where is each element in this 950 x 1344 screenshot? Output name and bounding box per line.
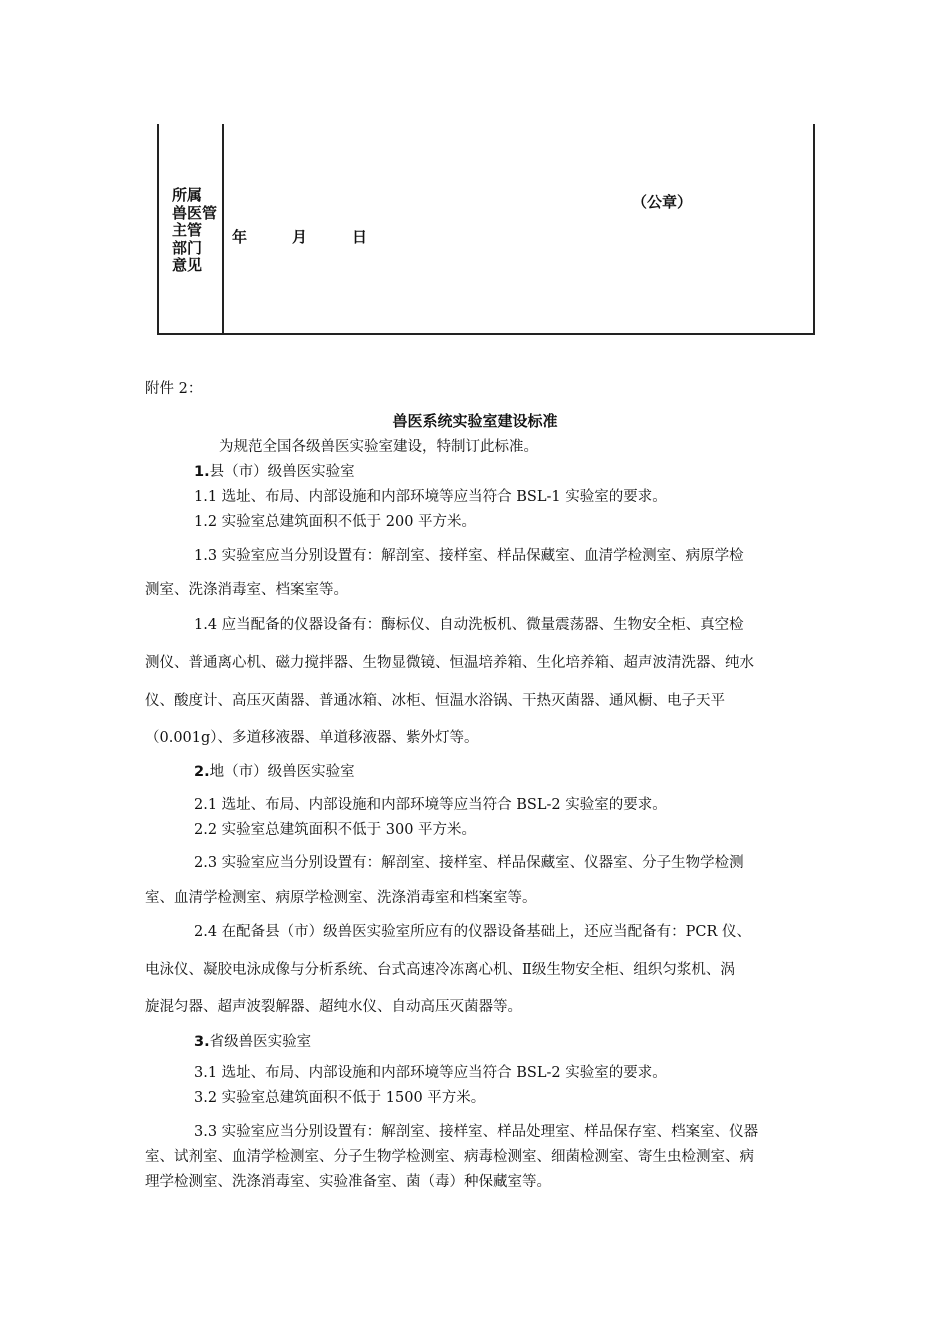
date-year: 年 bbox=[232, 228, 248, 246]
paragraph-line: （0.001g）、多道移液器、单道移液器、紫外灯等。 bbox=[145, 730, 479, 746]
date-month: 月 bbox=[292, 228, 308, 246]
paragraph-line: 旋混匀器、超声波裂解器、超纯水仪、自动高压灭菌器等。 bbox=[145, 999, 522, 1015]
paragraph-line: 理学检测室、洗涤消毒室、实验准备室、菌（毒）种保藏室等。 bbox=[145, 1174, 551, 1190]
paragraph-line: 测室、洗涤消毒室、档案室等。 bbox=[145, 582, 348, 598]
section-heading bbox=[194, 1030, 814, 1051]
paragraph: 3.2 实验室总建筑面积不低于 1500 平方米。 bbox=[194, 1090, 486, 1106]
paragraph-line: 3.3 实验室应当分别设置有：解剖室、接样室、样品处理室、样品保存室、档案室、仪器 bbox=[194, 1124, 759, 1140]
paragraph: 1.2 实验室总建筑面积不低于 200 平方米。 bbox=[194, 514, 477, 530]
paragraph-line: 电泳仪、凝胶电泳成像与分析系统、台式高速冷冻离心机、Ⅱ级生物安全柜、组织匀浆机、涡 bbox=[145, 962, 735, 978]
paragraph: 2.2 实验室总建筑面积不低于 300 平方米。 bbox=[194, 822, 477, 838]
paragraph: 2.1 选址、布局、内部设施和内部环境等应当符合 BSL-2 实验室的要求。 bbox=[194, 797, 667, 813]
section-number: 3. bbox=[194, 1034, 210, 1050]
opinion-table-divider bbox=[222, 124, 224, 334]
paragraph-line: 仪、酸度计、高压灭菌器、普通冰箱、冰柜、恒温水浴锅、干热灭菌器、通风橱、电子天平 bbox=[145, 693, 725, 709]
attachment-label: 附件 2： bbox=[145, 381, 203, 397]
paragraph: 1.1 选址、布局、内部设施和内部环境等应当符合 BSL-1 实验室的要求。 bbox=[194, 489, 667, 505]
paragraph-line: 2.3 实验室应当分别设置有：解剖室、接样室、样品保藏室、仪器室、分子生物学检测 bbox=[194, 855, 744, 871]
paragraph-line: 室、试剂室、血清学检测室、分子生物学检测室、病毒检测室、细菌检测室、寄生虫检测室、病 bbox=[145, 1149, 754, 1165]
paragraph-line: 1.4 应当配备的仪器设备有：酶标仪、自动洗板机、微量震荡器、生物安全柜、真空检 bbox=[194, 617, 744, 633]
official-seal-text: （公章） bbox=[632, 193, 693, 211]
section-heading bbox=[194, 760, 814, 781]
section-heading bbox=[194, 460, 814, 481]
section-title: 省级兽医实验室 bbox=[209, 1034, 312, 1050]
opinion-label-line: 兽医管 bbox=[172, 203, 218, 222]
section-title: 县（市）级兽医实验室 bbox=[209, 464, 355, 480]
opinion-table bbox=[157, 124, 815, 335]
opinion-label-line: 所属 bbox=[172, 186, 203, 204]
section-title: 地（市）级兽医实验室 bbox=[209, 764, 355, 780]
intro-paragraph: 为规范全国各级兽医实验室建设，特制订此标准。 bbox=[219, 439, 538, 455]
opinion-label-line: 意见 bbox=[172, 256, 203, 274]
paragraph-line: 测仪、普通离心机、磁力搅拌器、生物显微镜、恒温培养箱、生化培养箱、超声波清洗器、纯水 bbox=[145, 655, 754, 671]
opinion-label bbox=[172, 186, 218, 275]
paragraph-line: 室、血清学检测室、病原学检测室、洗涤消毒室和档案室等。 bbox=[145, 890, 537, 906]
opinion-label-line: 部门 bbox=[172, 238, 203, 257]
paragraph: 3.1 选址、布局、内部设施和内部环境等应当符合 BSL-2 实验室的要求。 bbox=[194, 1065, 667, 1081]
paragraph-line: 1.3 实验室应当分别设置有：解剖室、接样室、样品保藏室、血清学检测室、病原学检 bbox=[194, 548, 744, 564]
document-title: 兽医系统实验室建设标准 bbox=[392, 412, 558, 430]
section-number: 1. bbox=[194, 464, 210, 480]
paragraph-line: 2.4 在配备县（市）级兽医实验室所应有的仪器设备基础上，还应当配备有：PCR 仪、 bbox=[194, 924, 752, 940]
section-number: 2. bbox=[194, 764, 210, 780]
opinion-label-line: 主管 bbox=[172, 221, 203, 239]
date-day: 日 bbox=[352, 228, 368, 246]
